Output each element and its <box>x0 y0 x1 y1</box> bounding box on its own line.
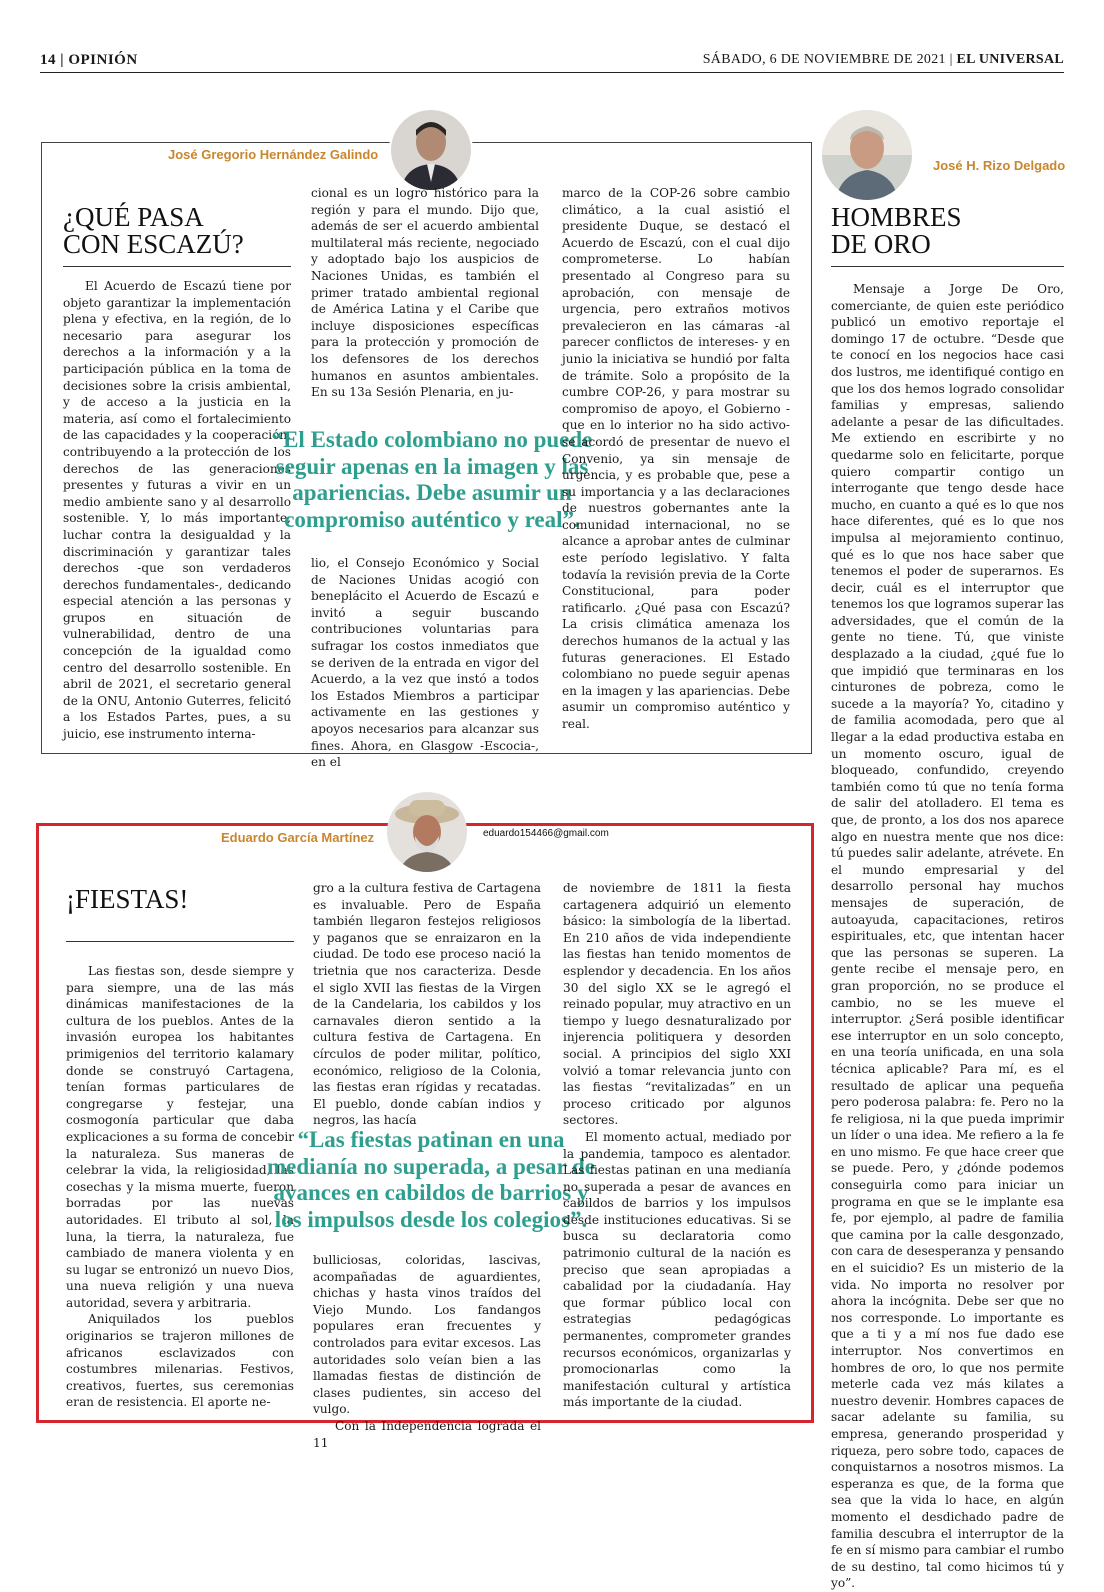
pull-quote: “Las fiestas patinan en una medianía no superada, a pesar de avances en cabildos de barrios y los impulsos desde los colegios”. <box>266 1127 595 1232</box>
author-byline: Eduardo García Martínez <box>221 830 375 845</box>
author-byline: José Gregorio Hernández Galindo <box>168 147 379 162</box>
title-rule <box>63 266 291 267</box>
author-email: eduardo154466@gmail.com <box>483 828 609 839</box>
author-photo <box>822 110 912 200</box>
article-title: ¿QUÉ PASA CON ESCAZÚ? <box>63 202 244 259</box>
title-rule <box>66 941 294 942</box>
article-title: HOMBRES DE ORO <box>831 202 962 259</box>
article-column-2-bottom: bulliciosas, coloridas, lascivas, acompañadas de aguardientes, chichas y hasta vinos traídos del Viejo Mundo. Los fandangos populares eran frecuentes y controlados para evitar excesos. Las autoridades solo veían bien a las llamadas fiestas de distinción de clases pudientes, sin acceso del vulgo. Con la Independencia lograda el 11 <box>313 1253 541 1450</box>
header-rule <box>40 72 1064 73</box>
article-column-3: de noviembre de 1811 la fiesta cartagenera adquirió un elemento básico: la simbología de la libertad. En 210 años de vida independiente las fiestas han tenido momentos de esplendor y decadencia. En los años 30 del siglo XX se le agregó el reinado popular, muy atractivo en un tiempo y luego desnaturalizado por injerencia politiquera y desorden social. A principios del siglo XXI volvió a tomar relevancia junto con las fiestas “revitalizadas” en un proceso criticado por algunos sectores. El momento actual, mediado por la pandemia, tampoco es alentador. Las fiestas patinan en una medianía no superada a pesar de avances en cabildos de barrios y los impulsos desde instituciones educativas. Si se busca su declaratoria como patrimonio cultural de la nación es preciso que sean apropiadas a cabalidad por la ciudadanía. Hay que formar público local con estrategias pedagógicas permanentes, comprometer grandes recursos económicos, organizarlas y promocionarlas como la manifestación cultural y artística más importante de la ciudad. <box>563 881 791 1410</box>
article-column-2-top: gro a la cultura festiva de Cartagena es invaluable. Pero de España también llegaron festejos religiosos y paganos que se enraizaron en la ciudad. De todo ese proceso nació la trietnia que nos caracteriza. Desde el siglo XVII las fiestas de la Virgen de la Candelaria, los cabildos y los carnavales dieron sentido a la cultura festiva de Cartagena. En círculos de poder militar, político, económico, religioso de la Colonia, las fiestas eran rígidas y recatadas. El pueblo, donde cabían indios y negros, las hacía <box>313 881 541 1128</box>
author-photo <box>389 108 473 192</box>
article-column-3: marco de la COP-26 sobre cambio climático, a la cual asistió el presidente Duque, se destacó el Acuerdo de Escazú, con el cual dijo comprometerse. Lo habían presentado al Congreso para su aprobación, con mensaje de urgencia, pero extraños motivos prevalecieron en las cámaras -al parecer conflictos de intereses- y en junio la iniciativa se hundió por falta de trámite. Solo a propósito de la cumbre COP-26, y para mostrar su compromiso de apoyo, el Gobierno -que en lo interior no ha sido activo- se acordó de presentar de nuevo el Convenio, ya sin mensaje de urgencia, y es probable que, pese a su importancia y a las declaraciones de nuestros gobernantes ante la comunidad internacional, no se alcance a aprobar antes de culminar este período legislativo. Y falta todavía la revisión previa de la Corte Constitucional, para poder ratificarlo. ¿Qué pasa con Escazú? La crisis climática amenaza los derechos humanos de la actual y las futuras generaciones. El Estado colombiano no puede seguir apenas en la imagen y las apariencias. Debe asumir un compromiso auténtico y real. <box>562 186 790 731</box>
title-rule <box>831 266 1064 267</box>
author-photo <box>387 792 467 872</box>
author-byline: José H. Rizo Delgado <box>933 158 1066 173</box>
date-masthead: SÁBADO, 6 DE NOVIEMBRE DE 2021 | EL UNIVERSAL <box>702 52 1064 67</box>
article-column-2-top: cional es un logro histórico para la región y para el mundo. Dijo que, además de ser el acuerdo ambiental multilateral más reciente, negociado y adoptado bajo los auspicios de Naciones Unidas, es también el primer tratado ambiental regional de América Latina y el Caribe que incluye disposiciones específicas para la protección y promoción de los defensores de los derechos humanos en asuntos ambientales. En su 13a Sesión Plenaria, en ju- <box>311 186 539 400</box>
article-column-2-bottom: lio, el Consejo Económico y Social de Naciones Unidas acogió con beneplácito el Acuerdo de Escazú e invitó a seguir buscando contribuciones voluntarias para sufragar los costos inmediatos que se deriven de la entrada en vigor del Acuerdo, a la vez que instó a todos los Estados Miembros a participar activamente en las gestiones y apoyos necesarios para alcanzar sus fines. Ahora, en Glasgow -Escocia-, en el <box>311 556 539 770</box>
page-section-header: 14 | OPINIÓN <box>40 52 138 68</box>
article-column-1: El Acuerdo de Escazú tiene por objeto garantizar la implementación plena y efectiva, en la región, de lo necesario para asegurar los derechos a la información y a la participación pública en la toma de decisiones sobre la crisis ambiental, y de acceso a la justicia en la materia, así como el fortalecimiento de las capacidades y la cooperación, contribuyendo a la protección de los derechos de las generaciones presentes y futuras a vivir en un medio ambiente sano y al desarrollo sostenible. Y, lo más importante, luchar contra la desigualdad y la discriminación y garantizar tales derechos -que son verdaderos derechos fundamentales-, dedicando especial atención a las personas y grupos en situación de vulnerabilidad, dentro de una concepción de la igualdad como centro del desarrollo sostenible. En abril de 2021, el secretario general de la ONU, Antonio Guterres, felicitó a los Estados Partes, pues, a su juicio, ese instrumento interna- <box>63 279 291 742</box>
article-column: Mensaje a Jorge De Oro, comerciante, de quien este periódico publicó un emotivo reportaje el domingo 17 de octubre. “Desde que te conocí en los negocios hace casi dos lustros, me identifiqué contigo en que los dos hemos logrado consolidar familias y empresas, saliendo adelante a pesar de las dificultades. Me extiendo en escribirte y no quedarme solo en felicitarte, porque quiero compartir contigo un interrogante que tengo desde hace mucho, en cuanto a qué es lo que nos hace diferentes, qué es lo que nos impulsa al mejoramiento continuo, qué es lo que nos hace saber que tenemos el poder de superarnos. Es decir, cuál es el interruptor que tenemos los que logramos superar las adversidades, que el común de la gente no tiene. Tú, que viniste desplazado a la ciudad, ¿qué fue lo que impidió que terminaras en los cinturones de pobreza, como le sucede a la mayoría? Yo, citadino y de familia acomodada, pero que al llegar a la edad productiva estaba en un momento oscuro, igual de bloqueado, confundido, creyendo también como tú que no tenía forma de salir del atolladero. El tema es que, de pronto, a los dos nos aparece algo en nuestra mente que nos dice: tú puedes salir adelante, atrévete. En el mundo empresarial y del desarrollo personal hay muchos mensajes de superación, de autoayuda, capacitaciones, retiros espirituales, etc, que intentan hacer que las personas se superen. La gente recibe el mensaje pero, en gran proporción, no se produce el cambio, no se les mueve el interruptor. ¿Será posible identificar ese interruptor en un solo concepto, en una teoría unificada, en una sola técnica aplicable? Para mí, es el resultado de aplicar una pequeña pero poderosa palabra: fe. Pero no la fe religiosa, ni la que pueda imprimir un líder o una idea. Me refiero a la fe en uno mismo. Fe que hace creer que se puede. Pero, y ¿dónde podemos conseguirla como para iniciar un programa en que se le implante esa fe, por ejemplo, al padre de familia que camina por la calle desgonzado, con cara de desesperanza y pensando en el suicidio? Es un misterio de la vida. No importa no resolver por ahora la incógnita. Debe ser que no nos corresponde. Lo importante es que a ti y a mí nos fue dado ese interruptor. Nos convertimos en hombres de oro, lo que nos permite meterle cada vez más kilates a nuestro devenir. Hombres capaces de sacar adelante su familia, su empresa, generando prosperidad y riqueza, pero sobre todo, capaces de conquistarnos a nosotros mismos. La esperanza es que, de la forma que sea que la vida lo hace, en algún momento el desdichado padre de familia descubra el interruptor de la fe en sí mismo para cambiar el rumbo de su destino, tal como hicimos tú y yo”. <box>831 282 1064 1591</box>
pull-quote: “El Estado colombiano no puede seguir apenas en la imagen y las apariencias. Debe asumir un compromiso auténtico y real”. <box>271 427 593 532</box>
article-column-1: Las fiestas son, desde siempre y para siempre, una de las más dinámicas manifestaciones de la cultura de los pueblos. Antes de la invasión europea los habitantes primigenios del territorio kalamary donde se construyó Cartagena, tenían formas particulares de congregarse y festejar, una cosmogonía particular que daba explicaciones a su forma de concebir la naturaleza. Sus maneras de celebrar la vida, la religiosidad, las cosechas y la misma muerte, fueron borradas por las nuevas autoridades. El tributo al sol, la luna, la tierra, la naturaleza, fue cambiado de manera violenta y en su lugar se entronizó un nuevo Dios, una nueva religión y una nueva autoridad, severa y arbitraria. Aniquilados los pueblos originarios se trajeron millones de africanos esclavizados con costumbres milenarias. Festivos, creativos, fuertes, sus ceremonias eran de resistencia. El aporte ne- <box>66 964 294 1410</box>
article-title: ¡FIESTAS! <box>66 884 189 914</box>
